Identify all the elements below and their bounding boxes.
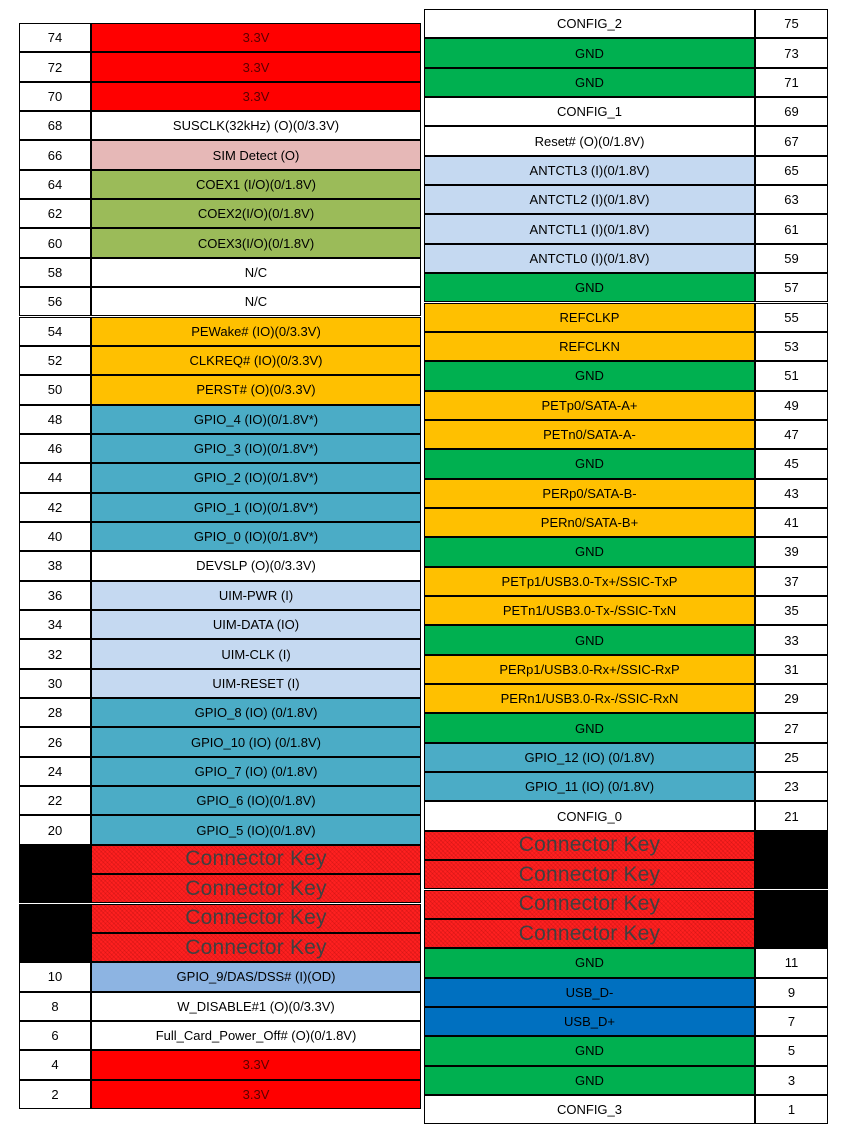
connector-key-label: Connector Key bbox=[91, 874, 421, 903]
pin-signal-gpio-7-io-0-1-8v: GPIO_7 (IO) (0/1.8V) bbox=[91, 757, 421, 786]
pin-signal-usb-d: USB_D- bbox=[424, 978, 755, 1007]
pin-number: 38 bbox=[19, 551, 91, 580]
pin-signal-gpio-4-io-0-1-8v: GPIO_4 (IO)(0/1.8V*) bbox=[91, 405, 421, 434]
pin-number: 29 bbox=[755, 684, 828, 713]
pin-signal-gpio-0-io-0-1-8v: GPIO_0 (IO)(0/1.8V*) bbox=[91, 522, 421, 551]
pin-signal-gpio-6-io-0-1-8v: GPIO_6 (IO)(0/1.8V) bbox=[91, 786, 421, 815]
pin-number: 51 bbox=[755, 361, 828, 390]
pin-number: 11 bbox=[755, 948, 828, 977]
pin-number: 62 bbox=[19, 199, 91, 228]
pin-number: 7 bbox=[755, 1007, 828, 1036]
pin-signal-gpio-2-io-0-1-8v: GPIO_2 (IO)(0/1.8V*) bbox=[91, 463, 421, 492]
connector-key-label: Connector Key bbox=[91, 904, 421, 933]
pin-number: 48 bbox=[19, 405, 91, 434]
pin-number: 63 bbox=[755, 185, 828, 214]
pin-number: 5 bbox=[755, 1036, 828, 1065]
pin-signal-antctl3-i-0-1-8v: ANTCTL3 (I)(0/1.8V) bbox=[424, 156, 755, 185]
pin-number: 30 bbox=[19, 669, 91, 698]
pin-number: 22 bbox=[19, 786, 91, 815]
pin-signal-gnd: GND bbox=[424, 449, 755, 478]
connector-key-label: Connector Key bbox=[424, 831, 755, 860]
pin-signal-uim-pwr-i: UIM-PWR (I) bbox=[91, 581, 421, 610]
pin-signal-uim-clk-i: UIM-CLK (I) bbox=[91, 639, 421, 668]
pin-number: 73 bbox=[755, 38, 828, 67]
pin-number: 26 bbox=[19, 727, 91, 756]
pin-signal-perst-o-0-3-3v: PERST# (O)(0/3.3V) bbox=[91, 375, 421, 404]
pin-number: 41 bbox=[755, 508, 828, 537]
pin-signal-gnd: GND bbox=[424, 948, 755, 977]
pin-number: 25 bbox=[755, 743, 828, 772]
pin-number: 65 bbox=[755, 156, 828, 185]
pin-signal-petn0-sata-a: PETn0/SATA-A- bbox=[424, 420, 755, 449]
pin-number: 9 bbox=[755, 978, 828, 1007]
pin-signal-gpio-9-das-dss-i-od: GPIO_9/DAS/DSS# (I)(OD) bbox=[91, 962, 421, 991]
pin-signal-n-c: N/C bbox=[91, 258, 421, 287]
connector-key-block bbox=[755, 860, 828, 889]
pin-number: 21 bbox=[755, 801, 828, 830]
pin-number: 67 bbox=[755, 126, 828, 155]
pin-signal-antctl2-i-0-1-8v: ANTCTL2 (I)(0/1.8V) bbox=[424, 185, 755, 214]
pin-number: 23 bbox=[755, 772, 828, 801]
pin-number: 70 bbox=[19, 82, 91, 111]
pin-number: 28 bbox=[19, 698, 91, 727]
pin-number: 2 bbox=[19, 1080, 91, 1109]
pin-number: 34 bbox=[19, 610, 91, 639]
pin-signal-pern1-usb3-0-rx-ssic-rxn: PERn1/USB3.0-Rx-/SSIC-RxN bbox=[424, 684, 755, 713]
pin-signal-3-3v: 3.3V bbox=[91, 23, 421, 52]
pin-number: 45 bbox=[755, 449, 828, 478]
connector-key-block bbox=[755, 831, 828, 860]
pin-signal-uim-data-io: UIM-DATA (IO) bbox=[91, 610, 421, 639]
pin-number: 36 bbox=[19, 581, 91, 610]
pin-signal-config-2: CONFIG_2 bbox=[424, 9, 755, 38]
pin-signal-full-card-power-off-o-0-1-8v: Full_Card_Power_Off# (O)(0/1.8V) bbox=[91, 1021, 421, 1050]
pin-number: 52 bbox=[19, 346, 91, 375]
pin-signal-petp1-usb3-0-tx-ssic-txp: PETp1/USB3.0-Tx+/SSIC-TxP bbox=[424, 567, 755, 596]
pin-signal-config-3: CONFIG_3 bbox=[424, 1095, 755, 1124]
pin-signal-w-disable-1-o-0-3-3v: W_DISABLE#1 (O)(0/3.3V) bbox=[91, 992, 421, 1021]
pin-number: 20 bbox=[19, 815, 91, 844]
pin-signal-gpio-1-io-0-1-8v: GPIO_1 (IO)(0/1.8V*) bbox=[91, 493, 421, 522]
pin-signal-config-1: CONFIG_1 bbox=[424, 97, 755, 126]
pin-signal-gnd: GND bbox=[424, 1066, 755, 1095]
connector-key-block bbox=[755, 919, 828, 948]
pin-number: 74 bbox=[19, 23, 91, 52]
connector-key-block bbox=[19, 904, 91, 933]
pin-signal-antctl1-i-0-1-8v: ANTCTL1 (I)(0/1.8V) bbox=[424, 214, 755, 243]
pin-signal-gnd: GND bbox=[424, 68, 755, 97]
pin-number: 75 bbox=[755, 9, 828, 38]
pin-number: 31 bbox=[755, 655, 828, 684]
pin-signal-pern0-sata-b: PERn0/SATA-B+ bbox=[424, 508, 755, 537]
pin-signal-petp0-sata-a: PETp0/SATA-A+ bbox=[424, 391, 755, 420]
pin-number: 53 bbox=[755, 332, 828, 361]
pin-number: 54 bbox=[19, 317, 91, 346]
pin-signal-refclkn: REFCLKN bbox=[424, 332, 755, 361]
pin-signal-pewake-io-0-3-3v: PEWake# (IO)(0/3.3V) bbox=[91, 317, 421, 346]
connector-key-block bbox=[19, 933, 91, 962]
pin-signal-sim-detect-o: SIM Detect (O) bbox=[91, 140, 421, 169]
pin-signal-gpio-12-io-0-1-8v: GPIO_12 (IO) (0/1.8V) bbox=[424, 743, 755, 772]
pin-signal-gnd: GND bbox=[424, 625, 755, 654]
pin-number: 44 bbox=[19, 463, 91, 492]
pin-signal-gnd: GND bbox=[424, 1036, 755, 1065]
pin-number: 3 bbox=[755, 1066, 828, 1095]
pin-number: 8 bbox=[19, 992, 91, 1021]
pin-number: 40 bbox=[19, 522, 91, 551]
pin-number: 39 bbox=[755, 537, 828, 566]
pin-signal-perp1-usb3-0-rx-ssic-rxp: PERp1/USB3.0-Rx+/SSIC-RxP bbox=[424, 655, 755, 684]
pin-number: 49 bbox=[755, 391, 828, 420]
pin-number: 56 bbox=[19, 287, 91, 316]
pin-number: 57 bbox=[755, 273, 828, 302]
pin-signal-coex1-i-o-0-1-8v: COEX1 (I/O)(0/1.8V) bbox=[91, 170, 421, 199]
pin-signal-gnd: GND bbox=[424, 273, 755, 302]
pin-number: 33 bbox=[755, 625, 828, 654]
connector-key-label: Connector Key bbox=[424, 919, 755, 948]
connector-key-label: Connector Key bbox=[424, 890, 755, 919]
pin-signal-gnd: GND bbox=[424, 713, 755, 742]
connector-key-block bbox=[19, 874, 91, 903]
connector-key-block bbox=[19, 845, 91, 874]
pin-number: 58 bbox=[19, 258, 91, 287]
pin-number: 27 bbox=[755, 713, 828, 742]
pin-signal-clkreq-io-0-3-3v: CLKREQ# (IO)(0/3.3V) bbox=[91, 346, 421, 375]
connector-key-label: Connector Key bbox=[424, 860, 755, 889]
pin-number: 64 bbox=[19, 170, 91, 199]
pin-number: 42 bbox=[19, 493, 91, 522]
pin-signal-uim-reset-i: UIM-RESET (I) bbox=[91, 669, 421, 698]
pin-signal-gnd: GND bbox=[424, 38, 755, 67]
pin-signal-antctl0-i-0-1-8v: ANTCTL0 (I)(0/1.8V) bbox=[424, 244, 755, 273]
pin-number: 6 bbox=[19, 1021, 91, 1050]
connector-key-label: Connector Key bbox=[91, 933, 421, 962]
pin-number: 69 bbox=[755, 97, 828, 126]
pin-number: 1 bbox=[755, 1095, 828, 1124]
pin-number: 66 bbox=[19, 140, 91, 169]
pin-signal-gpio-5-io-0-1-8v: GPIO_5 (IO)(0/1.8V) bbox=[91, 815, 421, 844]
pin-number: 60 bbox=[19, 228, 91, 257]
pin-number: 71 bbox=[755, 68, 828, 97]
pin-signal-3-3v: 3.3V bbox=[91, 52, 421, 81]
pin-signal-n-c: N/C bbox=[91, 287, 421, 316]
connector-key-block bbox=[755, 890, 828, 919]
pin-signal-coex2-i-o-0-1-8v: COEX2(I/O)(0/1.8V) bbox=[91, 199, 421, 228]
pin-number: 68 bbox=[19, 111, 91, 140]
pin-number: 32 bbox=[19, 639, 91, 668]
pin-signal-reset-o-0-1-8v: Reset# (O)(0/1.8V) bbox=[424, 126, 755, 155]
pin-signal-gnd: GND bbox=[424, 361, 755, 390]
pin-signal-refclkp: REFCLKP bbox=[424, 303, 755, 332]
pin-signal-gpio-8-io-0-1-8v: GPIO_8 (IO) (0/1.8V) bbox=[91, 698, 421, 727]
connector-key-label: Connector Key bbox=[91, 845, 421, 874]
pin-number: 50 bbox=[19, 375, 91, 404]
pin-number: 24 bbox=[19, 757, 91, 786]
pin-number: 61 bbox=[755, 214, 828, 243]
pin-number: 4 bbox=[19, 1050, 91, 1079]
pin-number: 35 bbox=[755, 596, 828, 625]
pin-signal-usb-d: USB_D+ bbox=[424, 1007, 755, 1036]
pin-signal-gnd: GND bbox=[424, 537, 755, 566]
pin-signal-config-0: CONFIG_0 bbox=[424, 801, 755, 830]
pin-number: 37 bbox=[755, 567, 828, 596]
pin-signal-3-3v: 3.3V bbox=[91, 82, 421, 111]
pin-signal-gpio-10-io-0-1-8v: GPIO_10 (IO) (0/1.8V) bbox=[91, 727, 421, 756]
pin-signal-susclk-32khz-o-0-3-3v: SUSCLK(32kHz) (O)(0/3.3V) bbox=[91, 111, 421, 140]
pin-signal-devslp-o-0-3-3v: DEVSLP (O)(0/3.3V) bbox=[91, 551, 421, 580]
pin-number: 47 bbox=[755, 420, 828, 449]
pin-number: 55 bbox=[755, 303, 828, 332]
pin-signal-3-3v: 3.3V bbox=[91, 1050, 421, 1079]
pin-signal-3-3v: 3.3V bbox=[91, 1080, 421, 1109]
pin-signal-gpio-3-io-0-1-8v: GPIO_3 (IO)(0/1.8V*) bbox=[91, 434, 421, 463]
pin-number: 46 bbox=[19, 434, 91, 463]
pin-signal-petn1-usb3-0-tx-ssic-txn: PETn1/USB3.0-Tx-/SSIC-TxN bbox=[424, 596, 755, 625]
pin-signal-gpio-11-io-0-1-8v: GPIO_11 (IO) (0/1.8V) bbox=[424, 772, 755, 801]
pin-number: 43 bbox=[755, 479, 828, 508]
pin-number: 72 bbox=[19, 52, 91, 81]
pin-signal-perp0-sata-b: PERp0/SATA-B- bbox=[424, 479, 755, 508]
pin-signal-coex3-i-o-0-1-8v: COEX3(I/O)(0/1.8V) bbox=[91, 228, 421, 257]
pin-number: 10 bbox=[19, 962, 91, 991]
pin-number: 59 bbox=[755, 244, 828, 273]
